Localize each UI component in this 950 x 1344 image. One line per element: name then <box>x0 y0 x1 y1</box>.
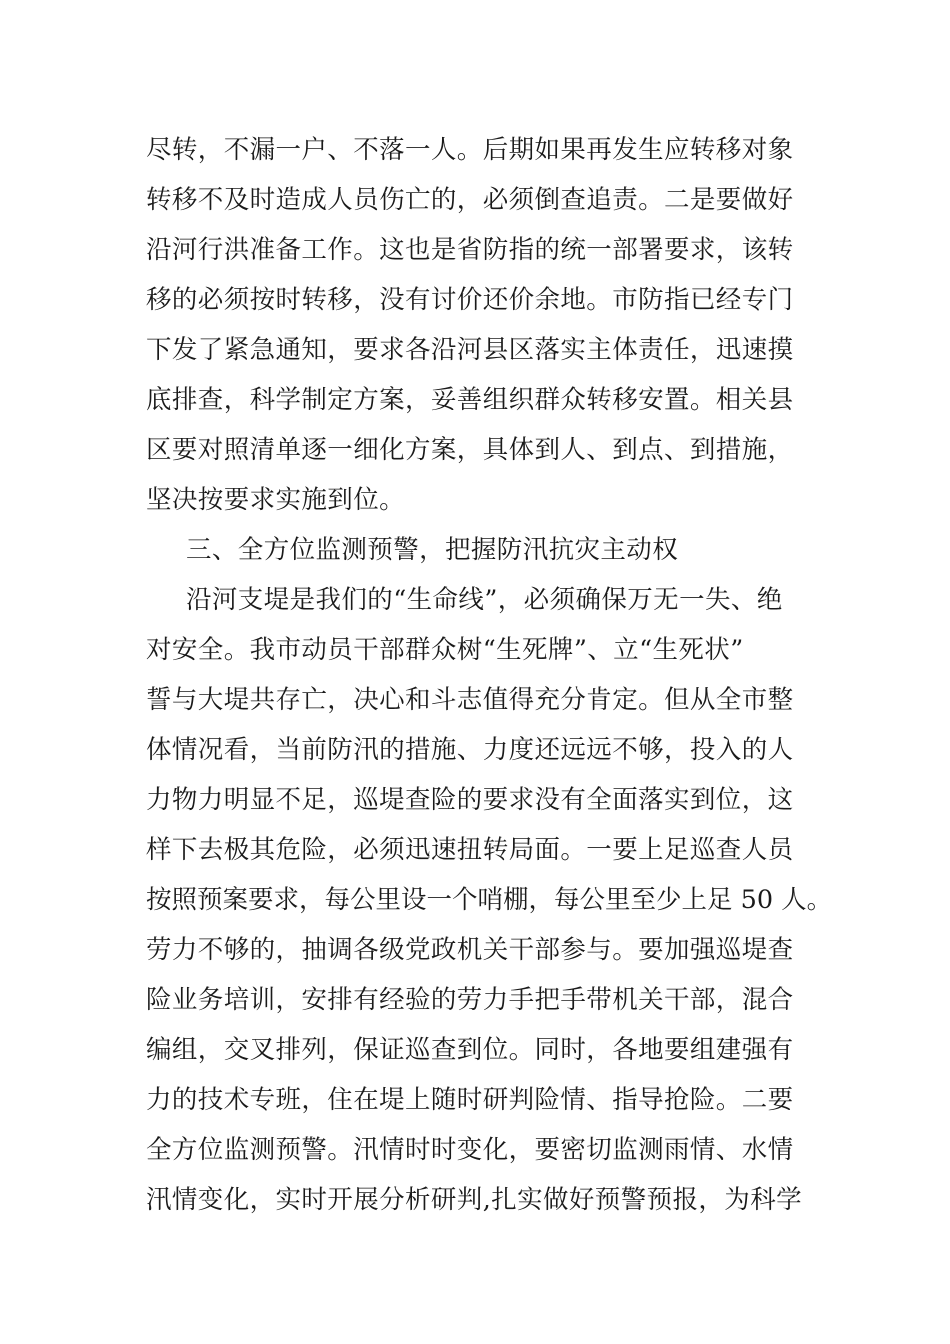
body-text-line: 坚决按要求实施到位。 <box>146 485 406 515</box>
body-text-line: 劳力不够的，抽调各级党政机关干部参与。要加强巡堤查 <box>146 935 794 965</box>
body-text-line: 体情况看，当前防汛的措施、力度还远远不够，投入的人 <box>146 735 794 765</box>
body-text-line: 力物力明显不足，巡堤查险的要求没有全面落实到位，这 <box>146 785 794 815</box>
body-text-line: 编组，交叉排列，保证巡查到位。同时，各地要组建强有 <box>146 1035 794 1065</box>
body-text-line: 下发了紧急通知，要求各沿河县区落实主体责任，迅速摸 <box>146 335 794 365</box>
body-text-line: 移的必须按时转移，没有讨价还价余地。市防指已经专门 <box>146 285 794 315</box>
body-text-line: 尽转，不漏一户、不落一人。后期如果再发生应转移对象 <box>146 135 794 165</box>
body-text-line: 汛情变化，实时开展分析研判,扎实做好预警预报，为科学 <box>146 1185 803 1215</box>
body-text-line: 区要对照清单逐一细化方案，具体到人、到点、到措施， <box>146 435 794 465</box>
body-text-line: 沿河支堤是我们的“生命线”，必须确保万无一失、绝 <box>186 585 783 615</box>
section-heading: 三、全方位监测预警，把握防汛抗灾主动权 <box>186 535 679 565</box>
body-text-line: 底排查，科学制定方案，妥善组织群众转移安置。相关县 <box>146 385 794 415</box>
body-text-line: 按照预案要求，每公里设一个哨棚，每公里至少上足 50 人。 <box>146 885 833 915</box>
body-text-line: 誓与大堤共存亡，决心和斗志值得充分肯定。但从全市整 <box>146 685 794 715</box>
body-text-line: 险业务培训，安排有经验的劳力手把手带机关干部，混合 <box>146 985 794 1015</box>
body-text-line: 转移不及时造成人员伤亡的，必须倒查追责。二是要做好 <box>146 185 794 215</box>
body-text-line: 样下去极其危险，必须迅速扭转局面。一要上足巡查人员 <box>146 835 794 865</box>
body-text-line: 对安全。我市动员干部群众树“生死牌”、立“生死状” <box>146 635 744 665</box>
body-text-line: 力的技术专班，住在堤上随时研判险情、指导抢险。二要 <box>146 1085 794 1115</box>
body-text-line: 全方位监测预警。汛情时时变化，要密切监测雨情、水情 <box>146 1135 794 1165</box>
body-text-line: 沿河行洪准备工作。这也是省防指的统一部署要求，该转 <box>146 235 794 265</box>
